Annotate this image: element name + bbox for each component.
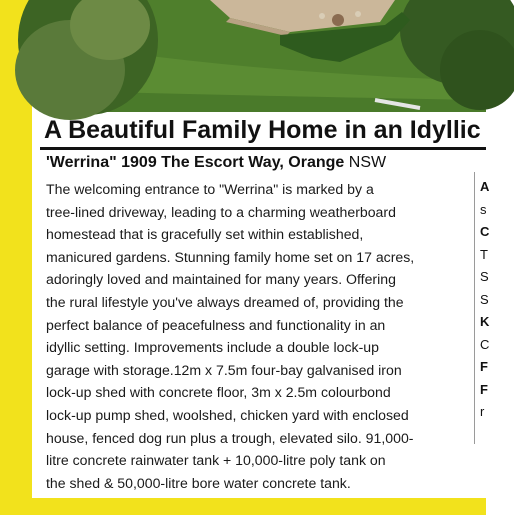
side-fragment: A (480, 179, 490, 194)
side-fragment: S (480, 291, 489, 307)
side-fragment: K (480, 314, 490, 329)
side-fragment: s (480, 201, 487, 217)
description-line: perfect balance of peacefulness and functionality in an (46, 316, 386, 333)
address-street: 'Werrina" 1909 The Escort Way, Orange (46, 154, 345, 171)
property-description (46, 178, 470, 494)
side-fragment: F (480, 359, 488, 374)
side-fragment: C (480, 224, 490, 239)
description-line: garage with storage.12m x 7.5m four-bay galvanised iron (46, 361, 402, 378)
side-fragment: F (480, 381, 488, 397)
description-line: house, fenced dog run plus a trough, elevated silo. 91,000- (46, 429, 414, 446)
description-line: adoringly loved and maintained for many years. Offering (46, 271, 396, 288)
side-fragment: S (480, 269, 489, 284)
property-address (46, 152, 476, 174)
side-fragment: T (480, 246, 488, 262)
description-line: lock-up pump shed, woolshed, chicken yard with enclosed (46, 406, 409, 423)
address-state: NSW (344, 154, 387, 171)
description-line: lock-up shed with concrete floor, 3m x 2.5m colourbond (46, 384, 391, 401)
description-line: idyllic setting. Improvements include a double lock-up (46, 339, 379, 356)
description-line: homestead that is gracefully set within established, (46, 226, 364, 243)
headline: A Beautiful Family Home in an Idyllic (44, 116, 481, 144)
adjacent-column-fragment (480, 176, 490, 424)
side-fragment: r (480, 404, 485, 419)
property-photo (40, 0, 486, 112)
description-line: litre concrete rainwater tank + 10,000-litre poly tank on (46, 452, 386, 469)
description-line: tree-lined driveway, leading to a charming weatherboard (46, 203, 396, 220)
description-line: the rural lifestyle you've always dreamed of, providing the (46, 293, 404, 310)
description-line: The welcoming entrance to "Werrina" is marked by a (46, 181, 374, 197)
column-divider (474, 172, 475, 444)
description-line: the shed & 50,000-litre bore water concrete tank. (46, 474, 351, 491)
advert-panel (32, 0, 490, 498)
description-line: manicured gardens. Stunning family home set on 17 acres, (46, 248, 415, 265)
side-fragment: C (480, 336, 490, 352)
headline-rule (40, 147, 486, 150)
